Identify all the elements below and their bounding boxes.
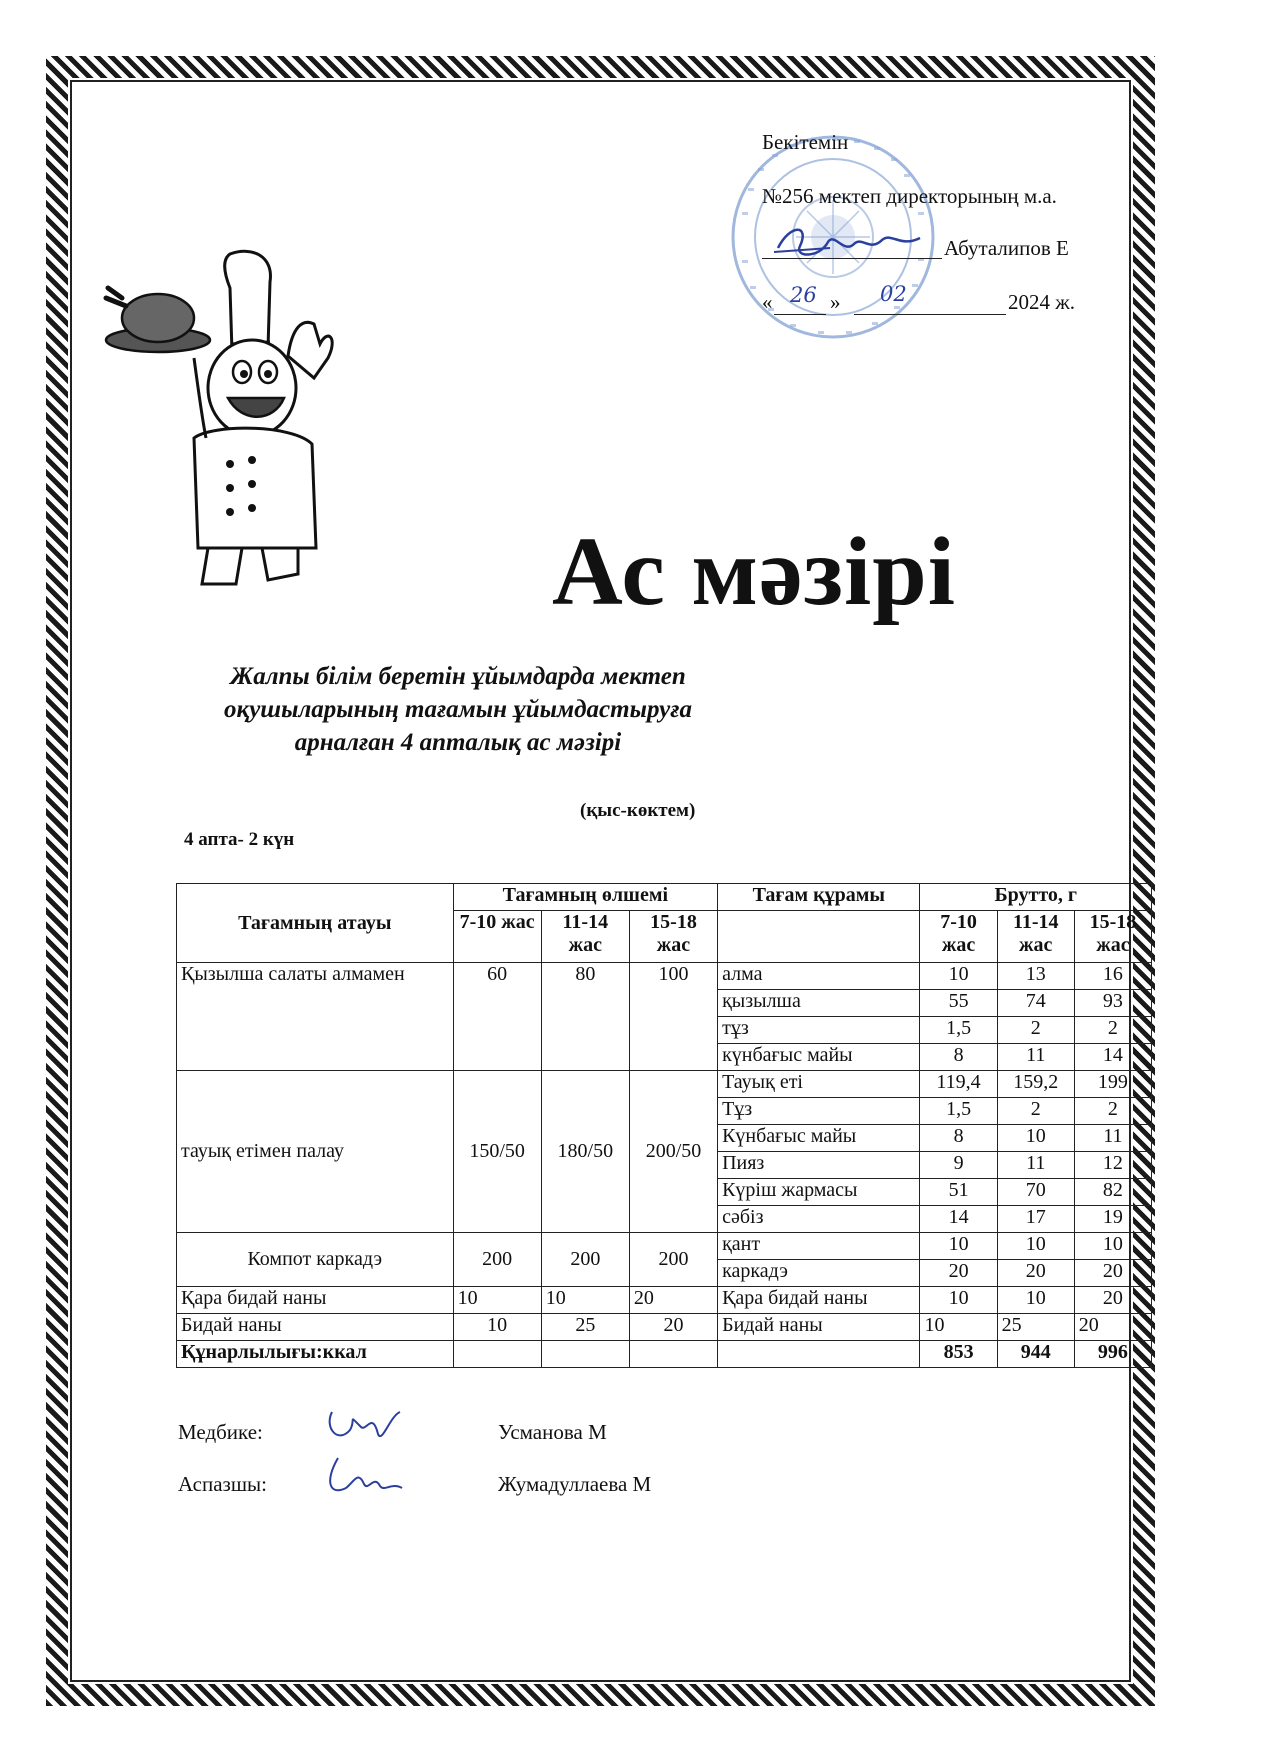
header-portion-15-18: 15-18 жас <box>629 911 717 963</box>
brutto-value: 1,5 <box>920 1098 997 1125</box>
totals-value: 996 <box>1074 1341 1151 1368</box>
ingredient-name: Тауық еті <box>718 1071 920 1098</box>
portion-value: 200 <box>453 1233 541 1287</box>
date-month-underline <box>854 292 1006 315</box>
date-open-quote: « <box>762 290 773 314</box>
ingredient-name: Пияз <box>718 1152 920 1179</box>
portion-value: 200 <box>541 1233 629 1287</box>
header-dish-name: Тағамның атауы <box>177 884 454 963</box>
brutto-value: 9 <box>920 1152 997 1179</box>
table-row <box>177 1233 1152 1260</box>
brutto-value: 10 <box>920 1314 997 1341</box>
portion-value: 10 <box>541 1287 629 1314</box>
menu-table <box>176 883 1152 1368</box>
portion-value: 100 <box>629 963 717 1071</box>
header-brutto-15-18: 15-18 жас <box>1074 911 1151 963</box>
brutto-value: 2 <box>1074 1098 1151 1125</box>
ingredient-name: Бидай наны <box>718 1314 920 1341</box>
brutto-value: 20 <box>1074 1287 1151 1314</box>
brutto-value: 55 <box>920 990 997 1017</box>
dish-name: Қызылша салаты алмамен <box>177 963 454 1071</box>
brutto-value: 159,2 <box>997 1071 1074 1098</box>
brutto-value: 119,4 <box>920 1071 997 1098</box>
brutto-value: 12 <box>1074 1152 1151 1179</box>
ingredient-name: қант <box>718 1233 920 1260</box>
ingredient-name: алма <box>718 963 920 990</box>
empty-cell <box>453 1341 541 1368</box>
ingredient-name: Күріш жармасы <box>718 1179 920 1206</box>
portion-value: 80 <box>541 963 629 1071</box>
brutto-value: 2 <box>997 1098 1074 1125</box>
menu-subtitle: Жалпы білім беретін ұйымдарда мектеп оқушыларының тағамын ұйымдастыруға арналған 4 апталық ас мәзірі <box>224 663 692 756</box>
date-day: 26 <box>790 283 817 307</box>
totals-value: 853 <box>920 1341 997 1368</box>
day-label: 4 апта- 2 күн <box>184 829 295 850</box>
portion-value: 60 <box>453 963 541 1071</box>
brutto-value: 20 <box>997 1260 1074 1287</box>
brutto-value: 10 <box>920 1233 997 1260</box>
brutto-value: 10 <box>997 1287 1074 1314</box>
portion-value: 20 <box>629 1287 717 1314</box>
nurse-signature <box>320 1404 410 1448</box>
brutto-value: 8 <box>920 1044 997 1071</box>
season-label: (қыс-көктем) <box>580 800 696 821</box>
brutto-value: 2 <box>997 1017 1074 1044</box>
portion-value: 200 <box>629 1233 717 1287</box>
page-title: Ас мәзірі <box>552 518 956 626</box>
portion-value: 20 <box>629 1314 717 1341</box>
brutto-value: 199 <box>1074 1071 1151 1098</box>
header-composition: Тағам құрамы <box>718 884 920 911</box>
portion-value: 25 <box>541 1314 629 1341</box>
brutto-value: 10 <box>997 1125 1074 1152</box>
brutto-value: 14 <box>920 1206 997 1233</box>
brutto-value: 10 <box>997 1233 1074 1260</box>
dish-name: тауық етімен палау <box>177 1071 454 1233</box>
brutto-value: 2 <box>1074 1017 1151 1044</box>
nurse-name: Усманова М <box>498 1420 607 1444</box>
director-name: Абуталипов Е <box>944 236 1069 260</box>
brutto-value: 82 <box>1074 1179 1151 1206</box>
ingredient-name: Тұз <box>718 1098 920 1125</box>
dish-name: Қара бидай наны <box>177 1287 454 1314</box>
totals-row <box>177 1341 1152 1368</box>
brutto-value: 11 <box>997 1152 1074 1179</box>
brutto-value: 20 <box>920 1260 997 1287</box>
brutto-value: 74 <box>997 990 1074 1017</box>
dish-name: Компот каркадэ <box>177 1233 454 1287</box>
table-row <box>177 1287 1152 1314</box>
ingredient-name: тұз <box>718 1017 920 1044</box>
approval-heading: Бекітемін <box>762 130 849 154</box>
brutto-value: 20 <box>1074 1314 1151 1341</box>
header-portion: Тағамның өлшемі <box>453 884 718 911</box>
brutto-value: 17 <box>997 1206 1074 1233</box>
header-portion-11-14: 11-14 жас <box>541 911 629 963</box>
brutto-value: 11 <box>1074 1125 1151 1152</box>
brutto-value: 10 <box>1074 1233 1151 1260</box>
empty-cell <box>718 1341 920 1368</box>
director-signature <box>770 218 940 268</box>
brutto-value: 20 <box>1074 1260 1151 1287</box>
empty-cell <box>541 1341 629 1368</box>
table-row <box>177 963 1152 990</box>
brutto-value: 8 <box>920 1125 997 1152</box>
date-year: 2024 ж. <box>1008 290 1076 314</box>
brutto-value: 16 <box>1074 963 1151 990</box>
brutto-value: 13 <box>997 963 1074 990</box>
brutto-value: 93 <box>1074 990 1151 1017</box>
date-month: 02 <box>880 282 907 306</box>
chef-illustration <box>102 248 382 588</box>
ingredient-name: қызылша <box>718 990 920 1017</box>
approval-position: №256 мектеп директорының м.а. <box>762 184 1057 208</box>
brutto-value: 51 <box>920 1179 997 1206</box>
totals-label: Құнарлылығы:ккал <box>177 1341 454 1368</box>
nurse-label: Медбике: <box>178 1420 263 1444</box>
ingredient-name: каркадэ <box>718 1260 920 1287</box>
table-row <box>177 1314 1152 1341</box>
portion-value: 200/50 <box>629 1071 717 1233</box>
header-brutto: Брутто, г <box>920 884 1152 911</box>
header-brutto-11-14: 11-14 жас <box>997 911 1074 963</box>
brutto-value: 11 <box>997 1044 1074 1071</box>
portion-value: 10 <box>453 1287 541 1314</box>
empty-cell <box>629 1341 717 1368</box>
table-row <box>177 1071 1152 1098</box>
ingredient-name: Күнбағыс майы <box>718 1125 920 1152</box>
ingredient-name: күнбағыс майы <box>718 1044 920 1071</box>
brutto-value: 10 <box>920 1287 997 1314</box>
brutto-value: 19 <box>1074 1206 1151 1233</box>
header-composition-empty <box>718 911 920 963</box>
cook-signature <box>330 1458 402 1490</box>
portion-value: 180/50 <box>541 1071 629 1233</box>
brutto-value: 14 <box>1074 1044 1151 1071</box>
ingredient-name: сәбіз <box>718 1206 920 1233</box>
date-close-quote: » <box>830 290 841 314</box>
brutto-value: 10 <box>920 963 997 990</box>
ingredient-name: Қара бидай наны <box>718 1287 920 1314</box>
dish-name: Бидай наны <box>177 1314 454 1341</box>
brutto-value: 70 <box>997 1179 1074 1206</box>
brutto-value: 25 <box>997 1314 1074 1341</box>
cook-name: Жумадуллаева М <box>498 1472 652 1496</box>
brutto-value: 1,5 <box>920 1017 997 1044</box>
totals-value: 944 <box>997 1341 1074 1368</box>
portion-value: 10 <box>453 1314 541 1341</box>
header-portion-7-10: 7-10 жас <box>453 911 541 963</box>
header-brutto-7-10: 7-10 жас <box>920 911 997 963</box>
cook-label: Аспазшы: <box>178 1472 267 1496</box>
portion-value: 150/50 <box>453 1071 541 1233</box>
